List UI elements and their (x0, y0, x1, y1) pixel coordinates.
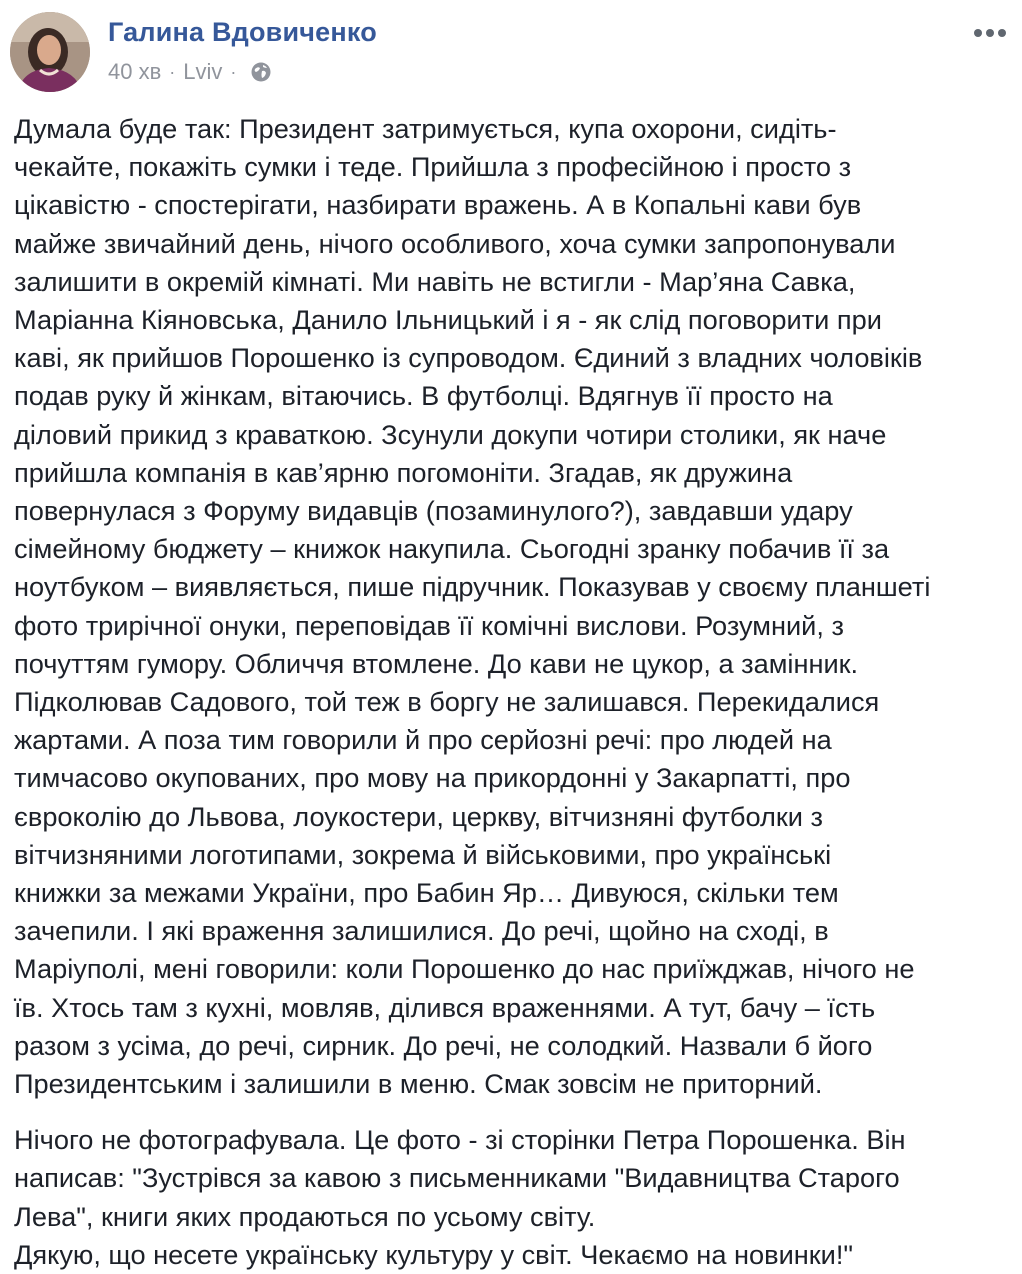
globe-icon[interactable] (250, 61, 272, 83)
post-paragraph: Думала буде так: Президент затримується, купа охорони, сидіть- чекайте, покажіть сумки і теде. Прийшла з професійною і просто з цікавістю - спостерігати, назбирати вражень. А в Копальні кави був майже звичайний день, нічого особливого, хоча сумки запропонували залишити в окремій кімнаті. Ми навіть не встигли - Мар’яна Савка, Маріанна Кіяновська, Данило Ільницький і я - як слід поговорити при каві, як прийшов Порошенко із супроводом. Єдиний з владних чоловіків подав руку й жінкам, вітаючись. В футболці. Вдягнув її просто на діловий прикид з краваткою. Зсунули докупи чотири столики, як наче прийшла компанія в кав’ярню погомоніти. Згадав, як дружина повернулася з Форуму видавців (позаминулого?), завдавши удару сімейному бюджету – книжок накупила. Сьогодні зранку побачив її за ноутбуком – виявляється, пише підручник. Показував у своєму планшеті фото трирічної онуки, переповідав її комічні вислови. Розумний, з почуттям гумору. Обличчя втомлене. До кави не цукор, а замінник. Підколював Садового, той теж в боргу не залишався. Перекидалися жартами. А поза тим говорили й про серйозні речі: про людей на тимчасово окупованих, про мову на прикордонні у Закарпатті, про євроколію до Львова, лоукостери, церкву, вітчизняні футболки з вітчизняними логотипами, зокрема й військовими, про українські книжки за межами України, про Бабин Яр… Дивуюся, скільки тем зачепили. І які враження залишилися. До речі, щойно на сході, в Маріуполі, мені говорили: коли Порошенко до нас приїжджав, нічого не їв. Хтось там з кухні, мовляв, ділився враженнями. А тут, бачу – їсть разом з усіма, до речі, сирник. До речі, не солодкий. Назвали б його Президентським і залишили в меню. Смак зовсім не приторний. (14, 113, 931, 1100)
author-avatar[interactable] (10, 12, 90, 92)
post-timestamp-link[interactable]: 40 хв (108, 59, 162, 84)
post-meta (108, 58, 272, 86)
post-text (14, 110, 1004, 1274)
post-paragraph: Нічого не фотографувала. Це фото - зі сторінки Петра Порошенка. Він написав: "Зустрівся за кавою з письменниками "Видавництва Старого Лева", книги яких продаються по усьому світу. Дякую, що несете українську культуру у світ. Чекаємо на новинки!" (14, 1124, 906, 1270)
person-photo-icon (10, 12, 90, 92)
location-link[interactable]: Lviv (183, 59, 223, 84)
ellipsis-icon (973, 28, 1007, 38)
meta-separator-2: · (230, 61, 237, 82)
author-name-link[interactable]: Галина Вдовиченко (108, 17, 377, 47)
post-header (0, 0, 1022, 100)
post-options-button[interactable] (970, 18, 1010, 48)
meta-separator: · (169, 61, 176, 82)
